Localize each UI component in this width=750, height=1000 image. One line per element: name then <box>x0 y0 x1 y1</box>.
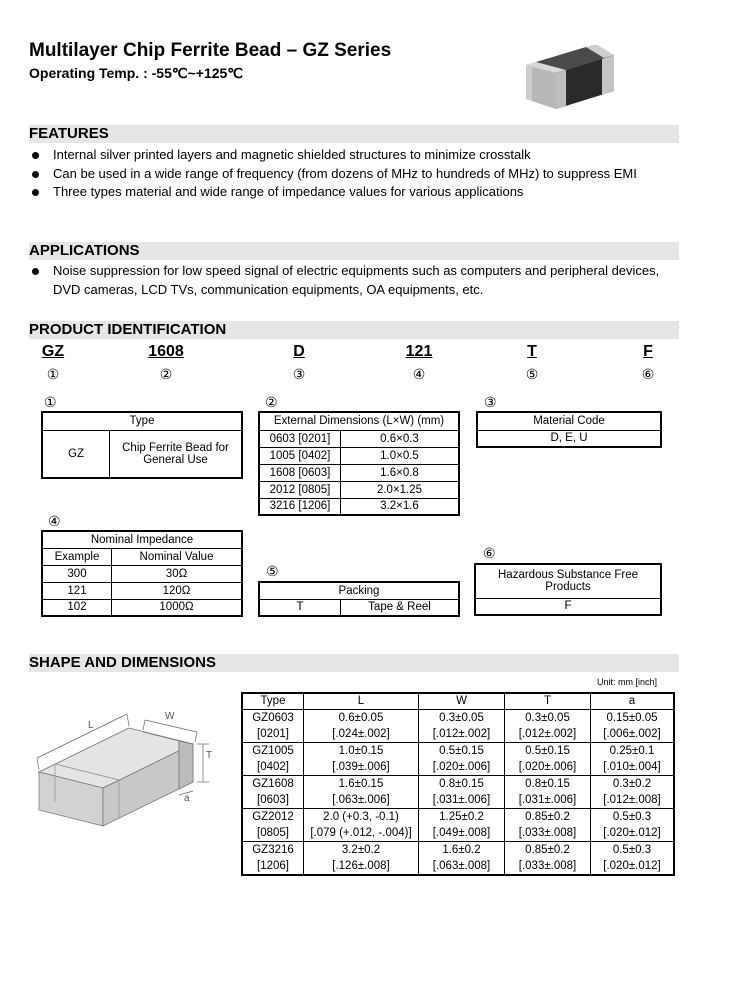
cell-value-inch: [0603] <box>257 793 289 806</box>
cell-value-inch: [.012±.008] <box>603 793 661 806</box>
table-cell <box>505 841 591 875</box>
code-part-impedance: 121 <box>405 343 433 360</box>
table-cell: 2.0×1.25 <box>341 481 460 498</box>
cell-value-mm: 0.85±0.2 <box>525 810 570 823</box>
diagram-label-T: T <box>206 750 213 761</box>
table-cell: 2012 [0805] <box>259 481 341 498</box>
cell-value-inch: [.049±.008] <box>432 826 491 839</box>
cell-value-mm: GZ2012 <box>252 810 294 823</box>
cell-value-mm: 0.6±0.05 <box>338 711 384 724</box>
packing-code: T <box>259 599 341 616</box>
table-cell: 121 <box>42 582 112 599</box>
material-value: D, E, U <box>477 430 661 447</box>
applications-list <box>29 262 679 299</box>
table-row <box>242 709 674 742</box>
cell-value-mm: GZ0603 <box>252 711 294 724</box>
cell-value-inch: [.020±.006] <box>432 760 491 773</box>
cell-value-inch: [.126±.008] <box>332 859 390 872</box>
features-list <box>29 146 679 202</box>
table-cell <box>419 775 505 808</box>
code-part-material: D <box>293 343 305 360</box>
code-part-dimensions: 1608 <box>148 343 184 360</box>
table-row <box>242 841 674 875</box>
table-cell <box>419 808 505 841</box>
impedance-table-header: Nominal Impedance <box>42 531 242 548</box>
list-item: Can be used in a wide range of frequency (from dozens of MHz to hundreds of MHz) to suppress EMI <box>29 165 679 184</box>
table-cell <box>505 775 591 808</box>
chip-photo <box>524 45 616 111</box>
cell-value-inch: [0201] <box>257 727 289 740</box>
cell-value-mm: GZ3216 <box>252 843 294 856</box>
table-cell <box>242 742 304 775</box>
table-cell: 1.0×0.5 <box>341 447 460 464</box>
table-cell: 1608 [0603] <box>259 464 341 481</box>
table-num-5: ⑤ <box>266 563 279 579</box>
table-cell <box>591 841 675 875</box>
table-cell <box>419 709 505 742</box>
dimensions-table-header: External Dimensions (L×W) (mm) <box>259 412 459 430</box>
table-cell: 30Ω <box>112 565 243 582</box>
table-cell <box>242 808 304 841</box>
table-cell <box>591 742 675 775</box>
cell-value-mm: 0.8±0.15 <box>525 777 570 790</box>
table-header: T <box>505 693 591 709</box>
cell-value-inch: [1206] <box>257 859 289 872</box>
cell-value-mm: 1.0±0.15 <box>338 744 384 757</box>
cell-value-mm: 0.8±0.15 <box>439 777 484 790</box>
dimensions-table <box>258 411 460 516</box>
table-cell: 102 <box>42 599 112 616</box>
cell-value-mm: 1.6±0.15 <box>338 777 384 790</box>
cell-value-inch: [.006±.002] <box>603 727 661 740</box>
table-header: L <box>304 693 419 709</box>
table-num-2: ② <box>265 394 278 410</box>
type-table <box>41 411 243 479</box>
bullet-icon <box>32 171 39 178</box>
table-cell <box>304 808 419 841</box>
cell-value-inch: [.010±.004] <box>603 760 661 773</box>
cell-value-mm: GZ1005 <box>252 744 294 757</box>
table-cell <box>242 775 304 808</box>
cell-value-mm: 0.15±0.05 <box>606 711 658 724</box>
code-num-6: ⑥ <box>641 366 655 382</box>
code-part-packing: T <box>527 343 537 360</box>
page-subtitle: Operating Temp. : -55℃~+125℃ <box>29 65 244 81</box>
page-title: Multilayer Chip Ferrite Bead – GZ Series <box>29 40 392 61</box>
applications-heading: APPLICATIONS <box>29 242 679 260</box>
product-identification-heading: PRODUCT IDENTIFICATION <box>29 321 679 339</box>
cell-value-inch: [.063±.006] <box>332 793 390 806</box>
type-table-header: Type <box>42 412 242 430</box>
table-cell <box>304 841 419 875</box>
hazard-value: F <box>475 598 661 615</box>
code-num-1: ① <box>46 366 60 382</box>
cell-value-mm: 0.5±0.15 <box>439 744 484 757</box>
cell-value-inch: [.012±.002] <box>432 727 491 740</box>
hazard-table-header: Hazardous Substance Free Products <box>475 564 661 598</box>
table-cell: 1005 [0402] <box>259 447 341 464</box>
bullet-icon <box>32 268 39 275</box>
cell-value-mm: 0.25±0.1 <box>609 744 655 757</box>
hazard-table <box>474 563 662 616</box>
cell-value-mm: 0.5±0.15 <box>525 744 570 757</box>
cell-value-inch: [.033±.008] <box>518 859 577 872</box>
table-row <box>242 742 674 775</box>
impedance-col-example: Example <box>42 548 112 565</box>
cell-value-inch: [.020±.006] <box>518 760 577 773</box>
cell-value-inch: [0402] <box>257 760 289 773</box>
table-cell: 3.2×1.6 <box>341 498 460 515</box>
table-header: a <box>591 693 675 709</box>
cell-value-inch: [.039±.006] <box>332 760 390 773</box>
cell-value-inch: [.012±.002] <box>518 727 577 740</box>
table-cell: 300 <box>42 565 112 582</box>
cell-value-mm: 0.85±0.2 <box>525 843 570 856</box>
list-item: Internal silver printed layers and magnetic shielded structures to minimize crosstalk <box>29 146 679 165</box>
cell-value-mm: 1.6±0.2 <box>442 843 481 856</box>
bullet-icon <box>32 189 39 196</box>
cell-value-inch: [.079 (+.012, -.004)] <box>310 826 412 839</box>
code-num-3: ③ <box>292 366 306 382</box>
shape-table-body <box>242 709 674 875</box>
cell-value-mm: 0.3±0.05 <box>439 711 484 724</box>
features-heading: FEATURES <box>29 125 679 143</box>
bullet-icon <box>32 152 39 159</box>
table-header: W <box>419 693 505 709</box>
code-part-hazard: F <box>643 343 653 360</box>
table-cell <box>419 841 505 875</box>
cell-value-inch: [.024±.002] <box>332 727 390 740</box>
type-code: GZ <box>42 430 110 478</box>
table-cell: 1000Ω <box>112 599 243 616</box>
table-cell <box>242 841 304 875</box>
table-num-4: ④ <box>48 513 61 529</box>
table-cell <box>304 742 419 775</box>
cell-value-mm: 0.3±0.2 <box>612 777 652 790</box>
cell-value-mm: 0.5±0.3 <box>612 843 652 856</box>
cell-value-inch: [.031±.006] <box>432 793 491 806</box>
table-cell <box>304 709 419 742</box>
cell-value-inch: [0805] <box>257 826 289 839</box>
table-cell: 1.6×0.8 <box>341 464 460 481</box>
table-row <box>242 808 674 841</box>
impedance-col-value: Nominal Value <box>112 548 243 565</box>
table-cell <box>505 742 591 775</box>
table-cell: 0603 [0201] <box>259 430 341 447</box>
table-cell: 0.6×0.3 <box>341 430 460 447</box>
packing-table-header: Packing <box>259 582 459 599</box>
code-num-2: ② <box>159 366 173 382</box>
code-num-5: ⑤ <box>525 366 539 382</box>
packing-value: Tape & Reel <box>341 599 460 616</box>
shape-dimensions-table <box>241 692 675 876</box>
impedance-table <box>41 530 243 617</box>
cell-value-mm: 2.0 (+0.3, -0.1) <box>323 810 399 823</box>
material-table <box>476 411 662 448</box>
cell-value-mm: GZ1608 <box>252 777 294 790</box>
shape-dimensions-heading: SHAPE AND DIMENSIONS <box>29 654 679 672</box>
dimension-diagram <box>33 700 238 835</box>
table-num-3: ③ <box>484 394 497 410</box>
table-num-6: ⑥ <box>483 545 496 561</box>
table-cell: 120Ω <box>112 582 243 599</box>
cell-value-inch: [.020±.012] <box>603 826 661 839</box>
cell-value-inch: [.063±.008] <box>432 859 491 872</box>
list-item: Three types material and wide range of impedance values for various applications <box>29 183 679 202</box>
diagram-label-a: a <box>184 793 190 804</box>
cell-value-inch: [.031±.006] <box>518 793 577 806</box>
table-cell <box>419 742 505 775</box>
table-row <box>242 775 674 808</box>
table-cell <box>591 709 675 742</box>
cell-value-inch: [.033±.008] <box>518 826 577 839</box>
cell-value-inch: [.020±.012] <box>603 859 661 872</box>
diagram-label-L: L <box>88 720 94 731</box>
table-cell <box>242 709 304 742</box>
table-cell <box>505 709 591 742</box>
cell-value-mm: 3.2±0.2 <box>341 843 381 856</box>
cell-value-mm: 0.3±0.05 <box>525 711 570 724</box>
table-cell <box>591 775 675 808</box>
table-cell <box>304 775 419 808</box>
type-description: Chip Ferrite Bead for General Use <box>110 430 243 478</box>
cell-value-mm: 0.5±0.3 <box>612 810 652 823</box>
code-num-4: ④ <box>412 366 426 382</box>
diagram-label-W: W <box>165 711 175 722</box>
table-cell: 3216 [1206] <box>259 498 341 515</box>
unit-label: Unit: mm [inch] <box>597 677 658 687</box>
table-cell <box>505 808 591 841</box>
table-num-1: ① <box>44 394 57 410</box>
packing-table <box>258 581 460 617</box>
code-part-type: GZ <box>41 343 65 360</box>
cell-value-mm: 1.25±0.2 <box>439 810 484 823</box>
material-table-header: Material Code <box>477 412 661 430</box>
list-item: Noise suppression for low speed signal of electric equipments such as computers and peripheral devices, DVD cameras, LCD TVs, communication equipments, OA equipments, etc. <box>29 262 679 299</box>
table-header: Type <box>242 693 304 709</box>
table-cell <box>591 808 675 841</box>
